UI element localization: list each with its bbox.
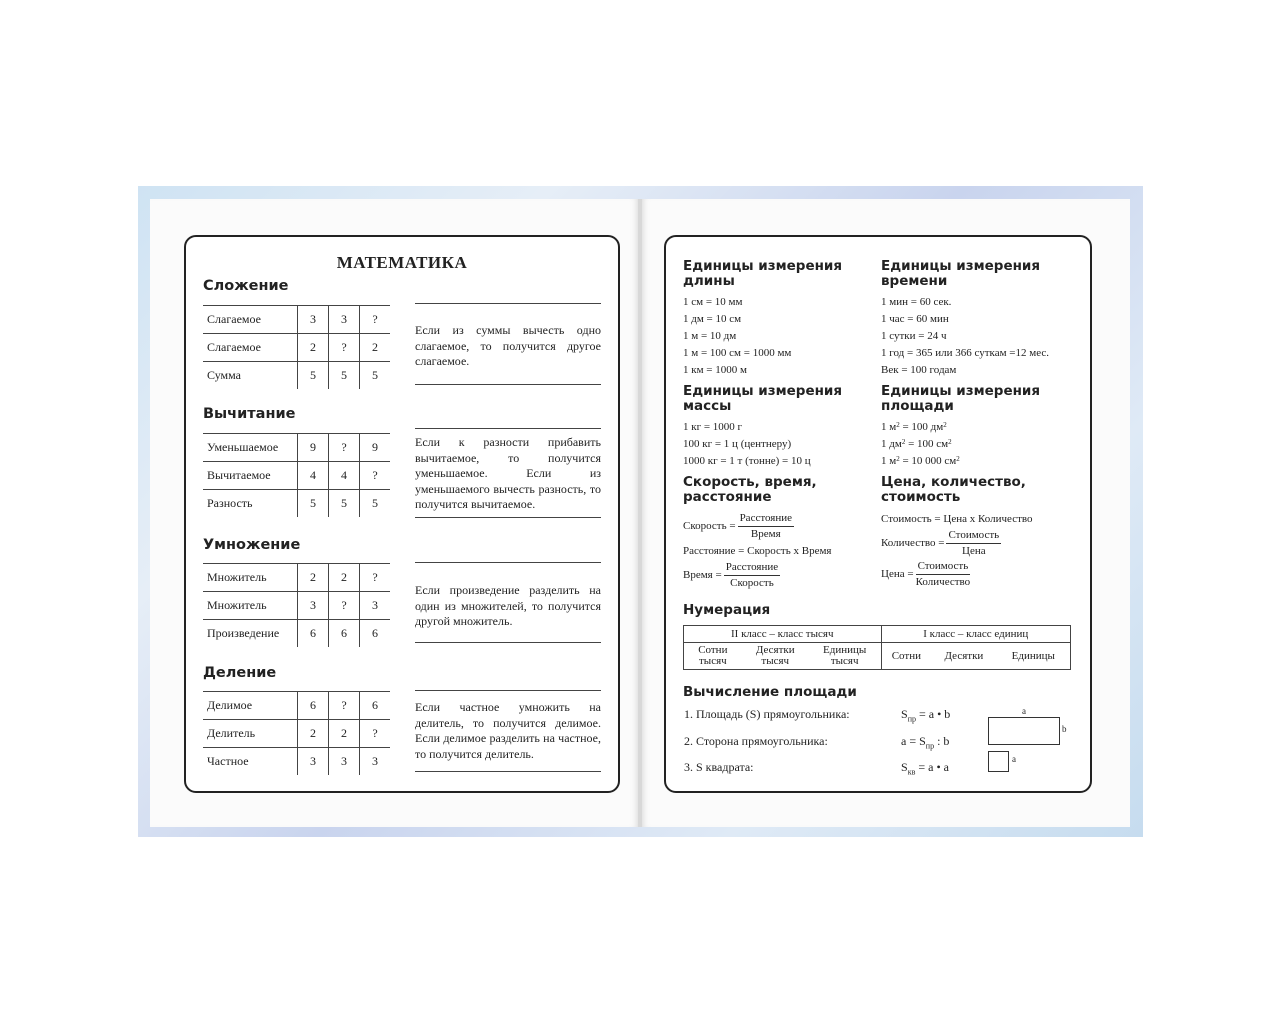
time-title-2: времени bbox=[881, 273, 948, 289]
mass-title-2: массы bbox=[683, 398, 732, 414]
fraction bbox=[946, 528, 1001, 559]
cell: ? bbox=[360, 306, 391, 334]
time-title-1: Единицы измерения bbox=[881, 258, 1041, 274]
numerator: Стоимость bbox=[946, 528, 1001, 544]
table-row bbox=[203, 334, 390, 362]
table-row bbox=[684, 643, 1071, 670]
cell: 5 bbox=[360, 362, 391, 390]
area-units-block bbox=[881, 384, 1040, 470]
superscript: 2 bbox=[943, 421, 947, 429]
area-unit-line bbox=[881, 436, 1040, 453]
numeration-table bbox=[683, 625, 1071, 670]
cell: ? bbox=[329, 434, 360, 462]
rect-side-formula bbox=[901, 734, 949, 750]
superscript: 2 bbox=[896, 455, 900, 463]
time-line: 1 мин = 60 сек. bbox=[881, 296, 952, 308]
length-title-1: Единицы измерения bbox=[683, 258, 843, 274]
subtraction-rule: Если к разности прибавить вычитаемое, то получится уменьшаемое. Если из уменьшаемого вычесть разность, то получится вычитаемое. bbox=[415, 428, 601, 518]
cell: 9 bbox=[298, 434, 329, 462]
speed-title-2: расстояние bbox=[683, 489, 772, 505]
denominator: Скорость bbox=[730, 577, 774, 589]
area-units-title-1: Единицы измерения bbox=[881, 383, 1041, 399]
superscript: 2 bbox=[896, 421, 900, 429]
row-label: Сумма bbox=[203, 362, 298, 390]
row-label: Уменьшаемое bbox=[203, 434, 298, 462]
cell: 9 bbox=[360, 434, 391, 462]
cell: Сотни тысяч bbox=[684, 643, 742, 670]
row-label: Вычитаемое bbox=[203, 462, 298, 490]
superscript: 2 bbox=[956, 455, 960, 463]
table-row bbox=[203, 564, 390, 592]
price-title-2: стоимость bbox=[881, 489, 961, 505]
numerator: Стоимость bbox=[916, 559, 971, 575]
text: Количество = bbox=[881, 537, 945, 550]
table-row bbox=[684, 626, 1071, 643]
cell: ? bbox=[329, 692, 360, 720]
cell: 6 bbox=[298, 620, 329, 648]
subscript: кв bbox=[907, 767, 916, 777]
speed-formula bbox=[683, 511, 831, 542]
cost-formula: Стоимость = Цена х Количество bbox=[881, 513, 1033, 525]
cell: 5 bbox=[360, 490, 391, 518]
cell: 2 bbox=[298, 720, 329, 748]
cell: ? bbox=[360, 720, 391, 748]
row-label: Произведение bbox=[203, 620, 298, 648]
area-unit-line bbox=[881, 453, 1040, 470]
cell: 6 bbox=[298, 692, 329, 720]
denominator: Количество bbox=[915, 576, 971, 588]
cell: Десятки bbox=[931, 643, 996, 670]
area-units-title-2: площади bbox=[881, 398, 954, 414]
cell: ? bbox=[360, 462, 391, 490]
length-units-block bbox=[683, 259, 842, 379]
table-row bbox=[203, 720, 390, 748]
fraction bbox=[724, 560, 780, 591]
length-line: 1 см = 10 мм bbox=[683, 296, 743, 308]
subscript: пр bbox=[907, 714, 916, 724]
cell: 3 bbox=[329, 306, 360, 334]
text: : b bbox=[934, 734, 950, 748]
cell: 2 bbox=[360, 334, 391, 362]
text: Время = bbox=[683, 569, 722, 582]
row-label: Делитель bbox=[203, 720, 298, 748]
cell: 2 bbox=[329, 564, 360, 592]
area-line-1: 1. Площадь (S) прямоугольника: bbox=[684, 707, 850, 721]
table-row bbox=[203, 362, 390, 390]
cell: ? bbox=[360, 564, 391, 592]
cell: 4 bbox=[298, 462, 329, 490]
table-row bbox=[203, 462, 390, 490]
superscript: 2 bbox=[901, 438, 906, 446]
denominator: Цена bbox=[962, 545, 986, 557]
table-row bbox=[203, 592, 390, 620]
area-line-3: 3. S квадрата: bbox=[684, 760, 754, 774]
rect-label-b: b bbox=[1062, 724, 1067, 734]
subtraction-title: Вычитание bbox=[203, 406, 296, 422]
row-label: Множитель bbox=[203, 564, 298, 592]
numerator: Расстояние bbox=[738, 511, 794, 527]
cell: Десятки тысяч bbox=[742, 643, 809, 670]
numerator: Расстояние bbox=[724, 560, 780, 576]
cell: Единицы bbox=[997, 643, 1071, 670]
cell: 3 bbox=[298, 748, 329, 776]
cell: 5 bbox=[329, 490, 360, 518]
time-line: 1 год = 365 или 366 суткам =12 мес. bbox=[881, 347, 1050, 359]
square-label-a: a bbox=[1012, 754, 1016, 764]
square-diagram bbox=[988, 751, 1009, 772]
text: 1 дм bbox=[881, 438, 902, 450]
multiplication-title: Умножение bbox=[203, 537, 301, 553]
page-title: МАТЕМАТИКА bbox=[336, 253, 468, 272]
addition-rule: Если из суммы вычесть одно слагаемое, то получится другое слагаемое. bbox=[415, 303, 601, 385]
length-title-2: длины bbox=[683, 273, 735, 289]
text: 1 м bbox=[881, 455, 897, 467]
multiplication-rule: Если произведение разделить на один из множителей, то получится другой множитель. bbox=[415, 562, 601, 643]
cell: 2 bbox=[329, 720, 360, 748]
cell: 5 bbox=[329, 362, 360, 390]
fraction bbox=[916, 559, 971, 590]
length-line: 1 км = 1000 м bbox=[683, 364, 747, 376]
price-title-1: Цена, количество, bbox=[881, 474, 1026, 490]
cell: 5 bbox=[298, 490, 329, 518]
cell: 3 bbox=[329, 748, 360, 776]
rect-area-formula bbox=[901, 707, 950, 723]
subtraction-table bbox=[203, 433, 390, 517]
cell: 3 bbox=[360, 592, 391, 620]
rect-label-a: a bbox=[1022, 706, 1026, 716]
text: = 100 см bbox=[905, 438, 949, 450]
time-units-block bbox=[881, 259, 1049, 379]
cell: 6 bbox=[360, 620, 391, 648]
denominator: Время bbox=[750, 528, 781, 540]
right-reference-frame bbox=[664, 235, 1092, 793]
division-title: Деление bbox=[203, 665, 277, 681]
left-reference-frame bbox=[184, 235, 620, 793]
cell: 6 bbox=[360, 692, 391, 720]
text: = a • b bbox=[915, 707, 951, 721]
price-formula bbox=[881, 559, 1033, 590]
table-row bbox=[203, 692, 390, 720]
division-table bbox=[203, 691, 390, 775]
text: 1 м bbox=[881, 421, 897, 433]
cell: ? bbox=[329, 592, 360, 620]
row-label: Слагаемое bbox=[203, 306, 298, 334]
row-label: Множитель bbox=[203, 592, 298, 620]
square-area-formula bbox=[901, 760, 949, 776]
text: = 100 дм bbox=[899, 421, 944, 433]
text: S bbox=[901, 760, 908, 774]
multiplication-table bbox=[203, 563, 390, 647]
quantity-formula bbox=[881, 528, 1033, 559]
mass-line: 1000 кг = 1 т (тонне) = 10 ц bbox=[683, 455, 811, 467]
cell: 2 bbox=[298, 564, 329, 592]
time-line: 1 час = 60 мин bbox=[881, 313, 949, 325]
table-row bbox=[203, 748, 390, 776]
table-row bbox=[203, 434, 390, 462]
table-row bbox=[203, 620, 390, 648]
superscript: 2 bbox=[948, 438, 952, 446]
length-line: 1 м = 100 см = 1000 мм bbox=[683, 347, 792, 359]
cell: 3 bbox=[298, 592, 329, 620]
time-line: Век = 100 годам bbox=[881, 364, 957, 376]
area-line-2: 2. Сторона прямоугольника: bbox=[684, 734, 828, 748]
class-units: I класс – класс единиц bbox=[881, 626, 1071, 643]
row-label: Разность bbox=[203, 490, 298, 518]
subscript: пр bbox=[925, 741, 935, 751]
mass-line: 1 кг = 1000 г bbox=[683, 421, 743, 433]
notebook-spine bbox=[638, 199, 642, 827]
distance-formula: Расстояние = Скорость х Время bbox=[683, 545, 832, 557]
text: = a • a bbox=[915, 760, 949, 774]
cell: 5 bbox=[298, 362, 329, 390]
area-unit-line bbox=[881, 419, 1040, 436]
length-line: 1 м = 10 дм bbox=[683, 330, 737, 342]
table-row bbox=[203, 306, 390, 334]
addition-title: Сложение bbox=[203, 278, 289, 294]
cell: Сотни bbox=[881, 643, 931, 670]
text: a = S bbox=[901, 734, 926, 748]
length-line: 1 дм = 10 см bbox=[683, 313, 742, 325]
time-line: 1 сутки = 24 ч bbox=[881, 330, 947, 342]
speed-title-1: Скорость, время, bbox=[683, 474, 817, 490]
speed-block bbox=[683, 475, 831, 591]
cell: 2 bbox=[298, 334, 329, 362]
cell: 6 bbox=[329, 620, 360, 648]
class-thousands: II класс – класс тысяч bbox=[684, 626, 882, 643]
mass-title-1: Единицы измерения bbox=[683, 383, 843, 399]
cell: 3 bbox=[298, 306, 329, 334]
table-row bbox=[203, 490, 390, 518]
cell: Единицы тысяч bbox=[809, 643, 881, 670]
rectangle-diagram bbox=[988, 717, 1060, 745]
row-label: Частное bbox=[203, 748, 298, 776]
row-label: Делимое bbox=[203, 692, 298, 720]
row-label: Слагаемое bbox=[203, 334, 298, 362]
cell: 3 bbox=[360, 748, 391, 776]
price-block bbox=[881, 475, 1033, 590]
mass-line: 100 кг = 1 ц (центнеру) bbox=[683, 438, 792, 450]
addition-table bbox=[203, 305, 390, 389]
mass-units-block bbox=[683, 384, 842, 470]
cell: ? bbox=[329, 334, 360, 362]
numeration-title: Нумерация bbox=[683, 602, 771, 618]
area-calc-title: Вычисление площади bbox=[683, 684, 857, 700]
division-rule: Если частное умножить на делитель, то получится делимое. Если делимое разделить на частное, то получится делитель. bbox=[415, 690, 601, 772]
cell: 4 bbox=[329, 462, 360, 490]
time-formula bbox=[683, 560, 831, 591]
fraction bbox=[738, 511, 794, 542]
text: = 10 000 см bbox=[899, 455, 957, 467]
text: S bbox=[901, 707, 908, 721]
text: Цена = bbox=[881, 568, 914, 581]
text: Скорость = bbox=[683, 520, 736, 533]
